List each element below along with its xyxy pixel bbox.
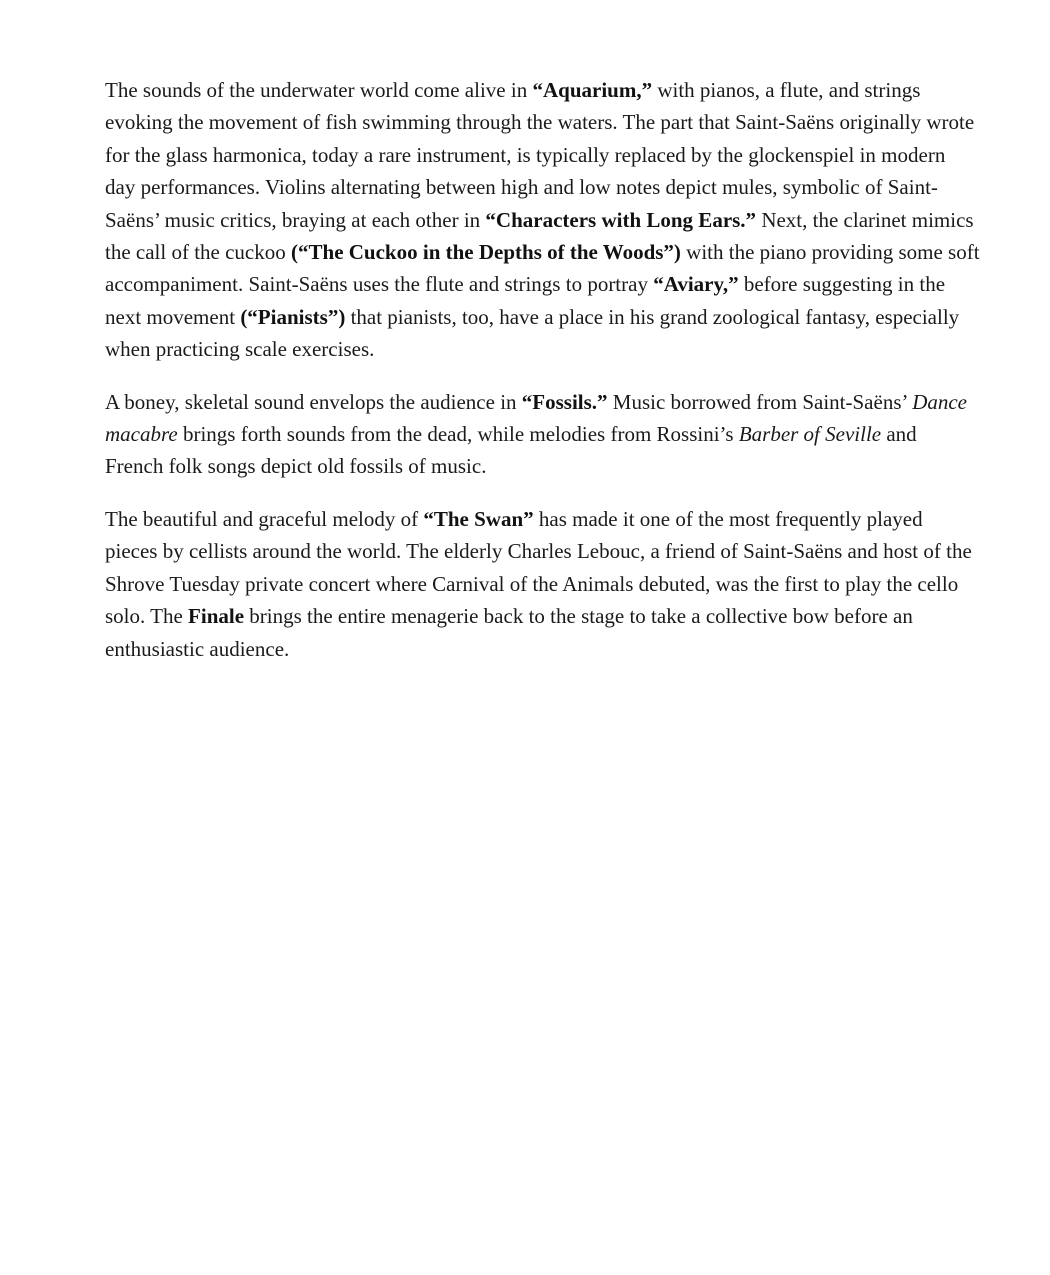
text-run: Next, the clarinet mimics the call of the cuckoo bbox=[105, 207, 974, 265]
movement-title-cuckoo: (“The Cuckoo in the Depths of the Woods”) bbox=[291, 240, 681, 265]
work-title-dance-macabre: Dance macabre bbox=[105, 389, 967, 447]
work-title-barber-of-seville: Barber of Seville bbox=[738, 422, 882, 447]
movement-title-aquarium: “Aquarium,” bbox=[532, 78, 653, 102]
text-run: before suggesting in the next movement bbox=[105, 272, 946, 329]
movement-title-fossils: “Fossils.” bbox=[521, 389, 608, 414]
movement-title-finale: Finale bbox=[188, 604, 245, 629]
movement-title-the-swan: “The Swan” bbox=[423, 506, 534, 531]
text-run: The beautiful and graceful melody of bbox=[105, 506, 424, 531]
text-run: with pianos, a flute, and strings evoking the movement of fish swimming through the waters. The part that Saint-Saëns originally wrote for the glass harmonica, today a rare instrument, is typically replaced by the glockenspiel in modern day performances. Violins alternating between high and low notes depict mules, symbolic of Saint-Saëns’ music critics, braying at each other in bbox=[105, 78, 975, 232]
text-run: The sounds of the underwater world come alive in bbox=[105, 78, 533, 102]
text-run: brings the entire menagerie back to the stage to take a collective bow before an enthusiastic audience. bbox=[105, 604, 913, 661]
paragraph-aquarium-to-pianists bbox=[105, 74, 980, 366]
text-run: brings forth sounds from the dead, while melodies from Rossini’s bbox=[177, 422, 739, 447]
text-run: Music borrowed from Saint-Saëns’ bbox=[607, 389, 913, 414]
text-run: A boney, skeletal sound envelops the audience in bbox=[105, 389, 522, 414]
paragraph-fossils bbox=[105, 386, 980, 483]
paragraph-swan-and-finale bbox=[105, 503, 980, 665]
text-run: and French folk songs depict old fossils of music. bbox=[105, 422, 917, 479]
text-run: that pianists, too, have a place in his grand zoological fantasy, especially when practicing scale exercises. bbox=[105, 304, 960, 362]
movement-title-characters-with-long-ears: “Characters with Long Ears.” bbox=[485, 207, 757, 232]
text-run: with the piano providing some soft accompaniment. Saint-Saëns uses the flute and strings to portray bbox=[105, 240, 980, 297]
movement-title-aviary: “Aviary,” bbox=[653, 272, 739, 297]
movement-title-pianists: (“Pianists”) bbox=[240, 304, 346, 329]
text-run: has made it one of the most frequently played pieces by cellists around the world. The elderly Charles Lebouc, a friend of Saint-Saëns and host of the Shrove Tuesday private concert where Carnival of the Animals debuted, was the first to play the cello solo. The bbox=[105, 506, 972, 629]
document-page bbox=[105, 74, 980, 685]
